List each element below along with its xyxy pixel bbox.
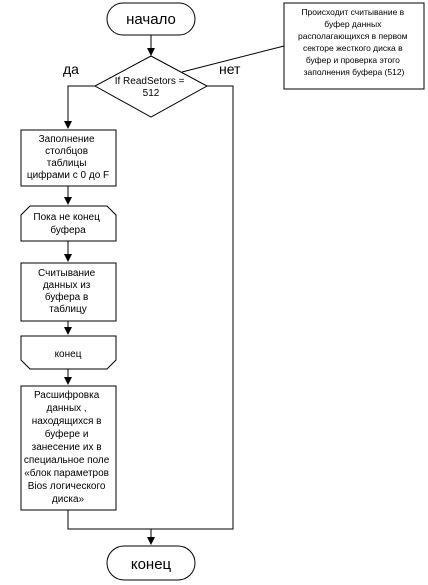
- comment-line: секторе жесткого диска в: [302, 43, 403, 53]
- branch-no-label: нет: [219, 61, 241, 77]
- decision-line: If ReadSetors =: [114, 76, 185, 87]
- process-line: столбцов: [45, 146, 89, 157]
- branch-yes-label: да: [63, 61, 79, 77]
- connector-no-branch: [151, 86, 233, 529]
- process-line: данных из: [42, 280, 91, 291]
- comment-line: располагающихся в первом: [298, 31, 408, 41]
- comment-line: буфер данных: [324, 19, 382, 29]
- loop-start-line: буфера: [50, 225, 86, 236]
- process-line: таблицу: [49, 304, 87, 315]
- end-label: конец: [130, 556, 172, 573]
- process-line: Bios логического: [27, 481, 106, 492]
- loop-end-text: конец: [54, 349, 82, 360]
- process-line: находящихся в: [31, 416, 102, 427]
- process-line: специальное поле: [23, 455, 110, 466]
- process-line: Заполнение: [38, 134, 95, 145]
- process-line: диска»: [51, 494, 85, 505]
- loop-start-line: Пока не конец: [33, 212, 100, 223]
- process-line: данных ,: [46, 403, 87, 414]
- connector-decode-end: [68, 510, 151, 544]
- connector-yes-branch: [68, 86, 95, 128]
- comment-line: буфер и проверка этого: [305, 55, 400, 65]
- process-line: таблицы: [46, 158, 87, 169]
- process-line: занесение их в: [31, 442, 102, 453]
- comment-line: заполнения буфера (512): [303, 67, 405, 77]
- comment-line: Происходит считывание в: [301, 7, 405, 17]
- process-line: Считывание: [38, 268, 96, 279]
- process-line: цифрами с 0 до F: [26, 170, 110, 181]
- process-line: «блок параметров: [24, 468, 109, 479]
- process-line: буфере и: [44, 429, 89, 440]
- process-line: буфера в: [44, 292, 89, 303]
- decision-line: 512: [142, 88, 160, 99]
- process-line: Расшифровка: [33, 390, 100, 401]
- start-label: начало: [126, 11, 176, 28]
